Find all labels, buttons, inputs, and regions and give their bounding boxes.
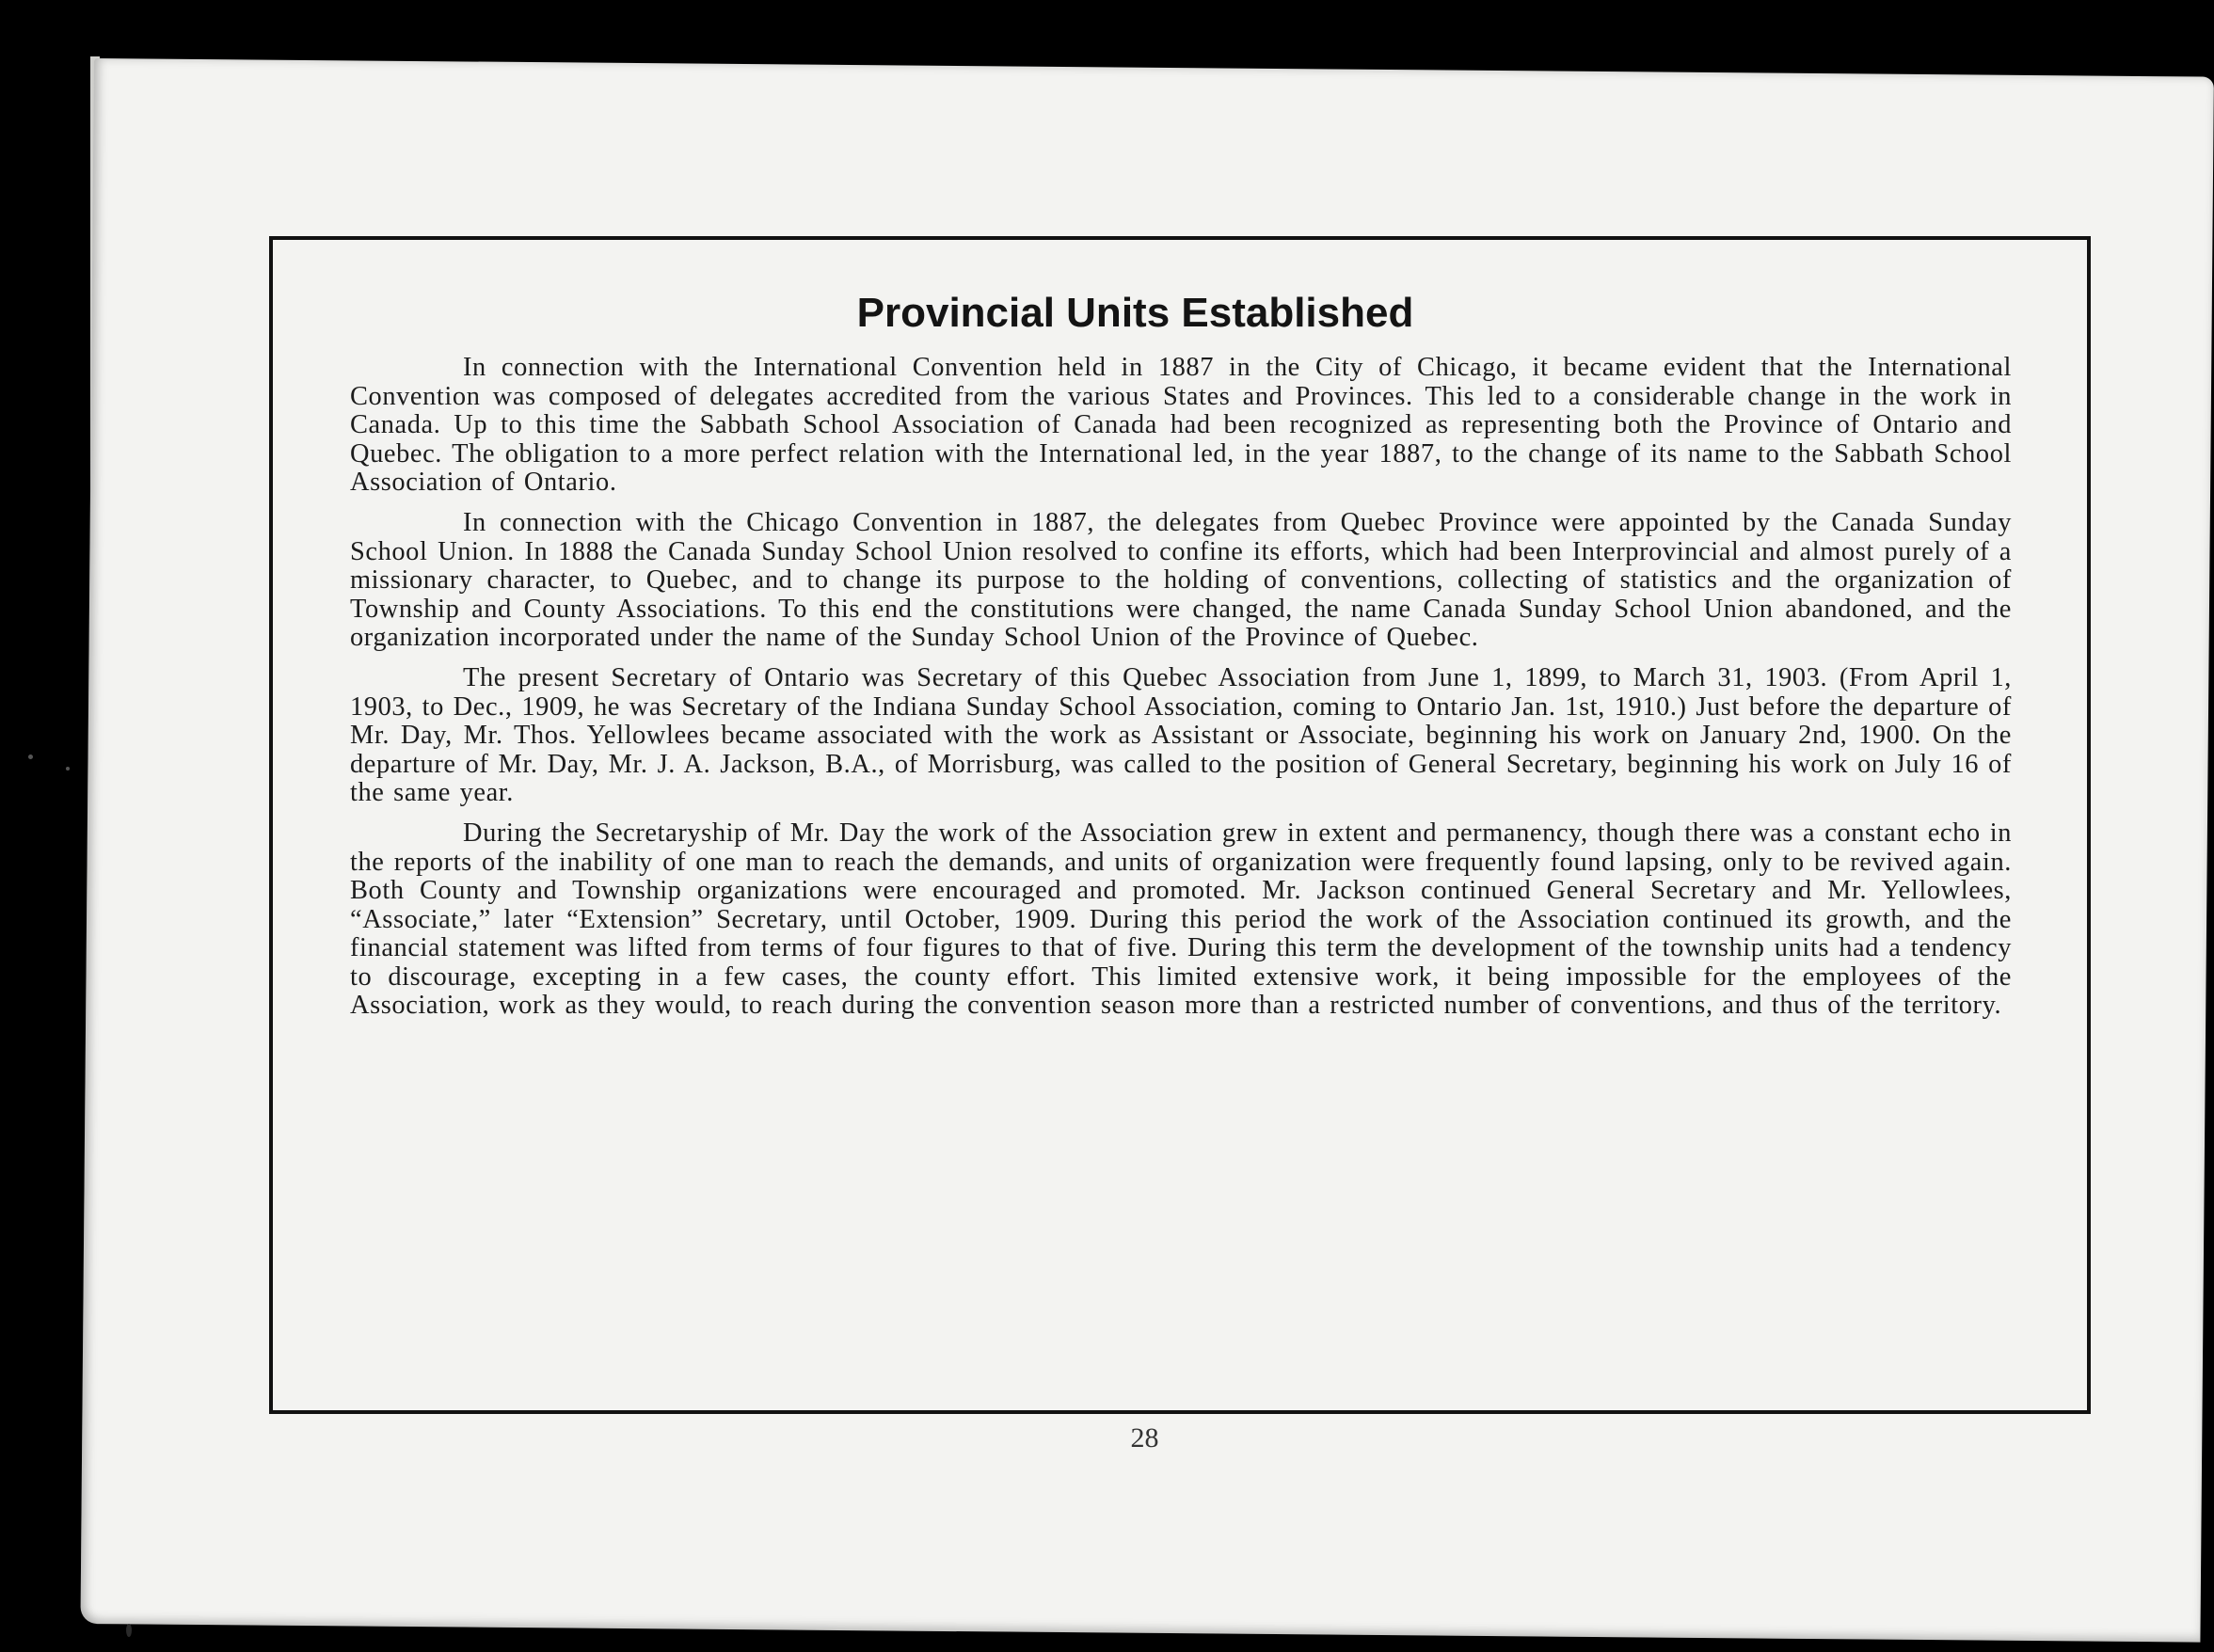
- page-title: Provincial Units Established: [856, 290, 1414, 336]
- scan-speck: [126, 1624, 132, 1637]
- scan-speck: [28, 755, 33, 759]
- paragraph: During the Secretaryship of Mr. Day the work of the Association grew in extent and permanency, though there was a constant echo in the reports of the inability of one man to reach the demands, and units of organization were frequently found lapsing, only to be revived again. Both County and Township organizations were encouraged and promoted. Mr. Jackson continued General Secretary and Mr. Yellowlees, “Associate,” later “Extension” Secretary, until October, 1909. During this period the work of the Association continued its growth, and the financial statement was lifted from terms of four figures to that of five. During this term the development of the township units had a tendency to discourage, excepting in a few cases, the county effort. This limited extensive work, it being impossible for the employees of the Association, work as they would, to reach during the convention season more than a restricted number of conventions, and thus of the territory.: [350, 818, 2012, 1021]
- paragraph: The present Secretary of Ontario was Secretary of this Quebec Association from June 1, 1899, to March 31, 1903. (From April 1, 1903, to Dec., 1909, he was Secretary of the Indiana Sunday School Association, coming to Ontario Jan. 1st, 1910.) Just before the departure of Mr. Day, Mr. Thos. Yellowlees became associated with the work as Assistant or Associate, beginning his work on January 2nd, 1900. On the departure of Mr. Day, Mr. J. A. Jackson, B.A., of Morrisburg, was called to the position of General Secretary, beginning his work on July 16 of the same year.: [350, 662, 2012, 808]
- paragraph: In connection with the International Convention held in 1887 in the City of Chicago, it became evident that the International Convention was composed of delegates accredited from the various States and Provinces. This led to a considerable change in the work in Canada. Up to this time the Sabbath School Association of Canada had been recognized as representing both the Province of Ontario and Quebec. The obligation to a more perfect relation with the International led, in the year 1887, to the change of its name to the Sabbath School Association of Ontario.: [350, 353, 2012, 498]
- paragraph: In connection with the Chicago Convention in 1887, the delegates from Quebec Province were appointed by the Canada Sunday School Union. In 1888 the Canada Sunday School Union resolved to confine its efforts, which had been Interprovincial and almost purely of a missionary character, to Quebec, and to change its purpose to the holding of conventions, collecting of statistics and the organization of Township and County Associations. To this end the constitutions were changed, the name Canada Sunday School Union abandoned, and the organization incorporated under the name of the Sunday School Union of the Province of Quebec.: [350, 507, 2012, 653]
- page-number: 28: [1130, 1422, 1159, 1453]
- scan-speck: [66, 767, 70, 770]
- body-text: [350, 354, 2012, 1032]
